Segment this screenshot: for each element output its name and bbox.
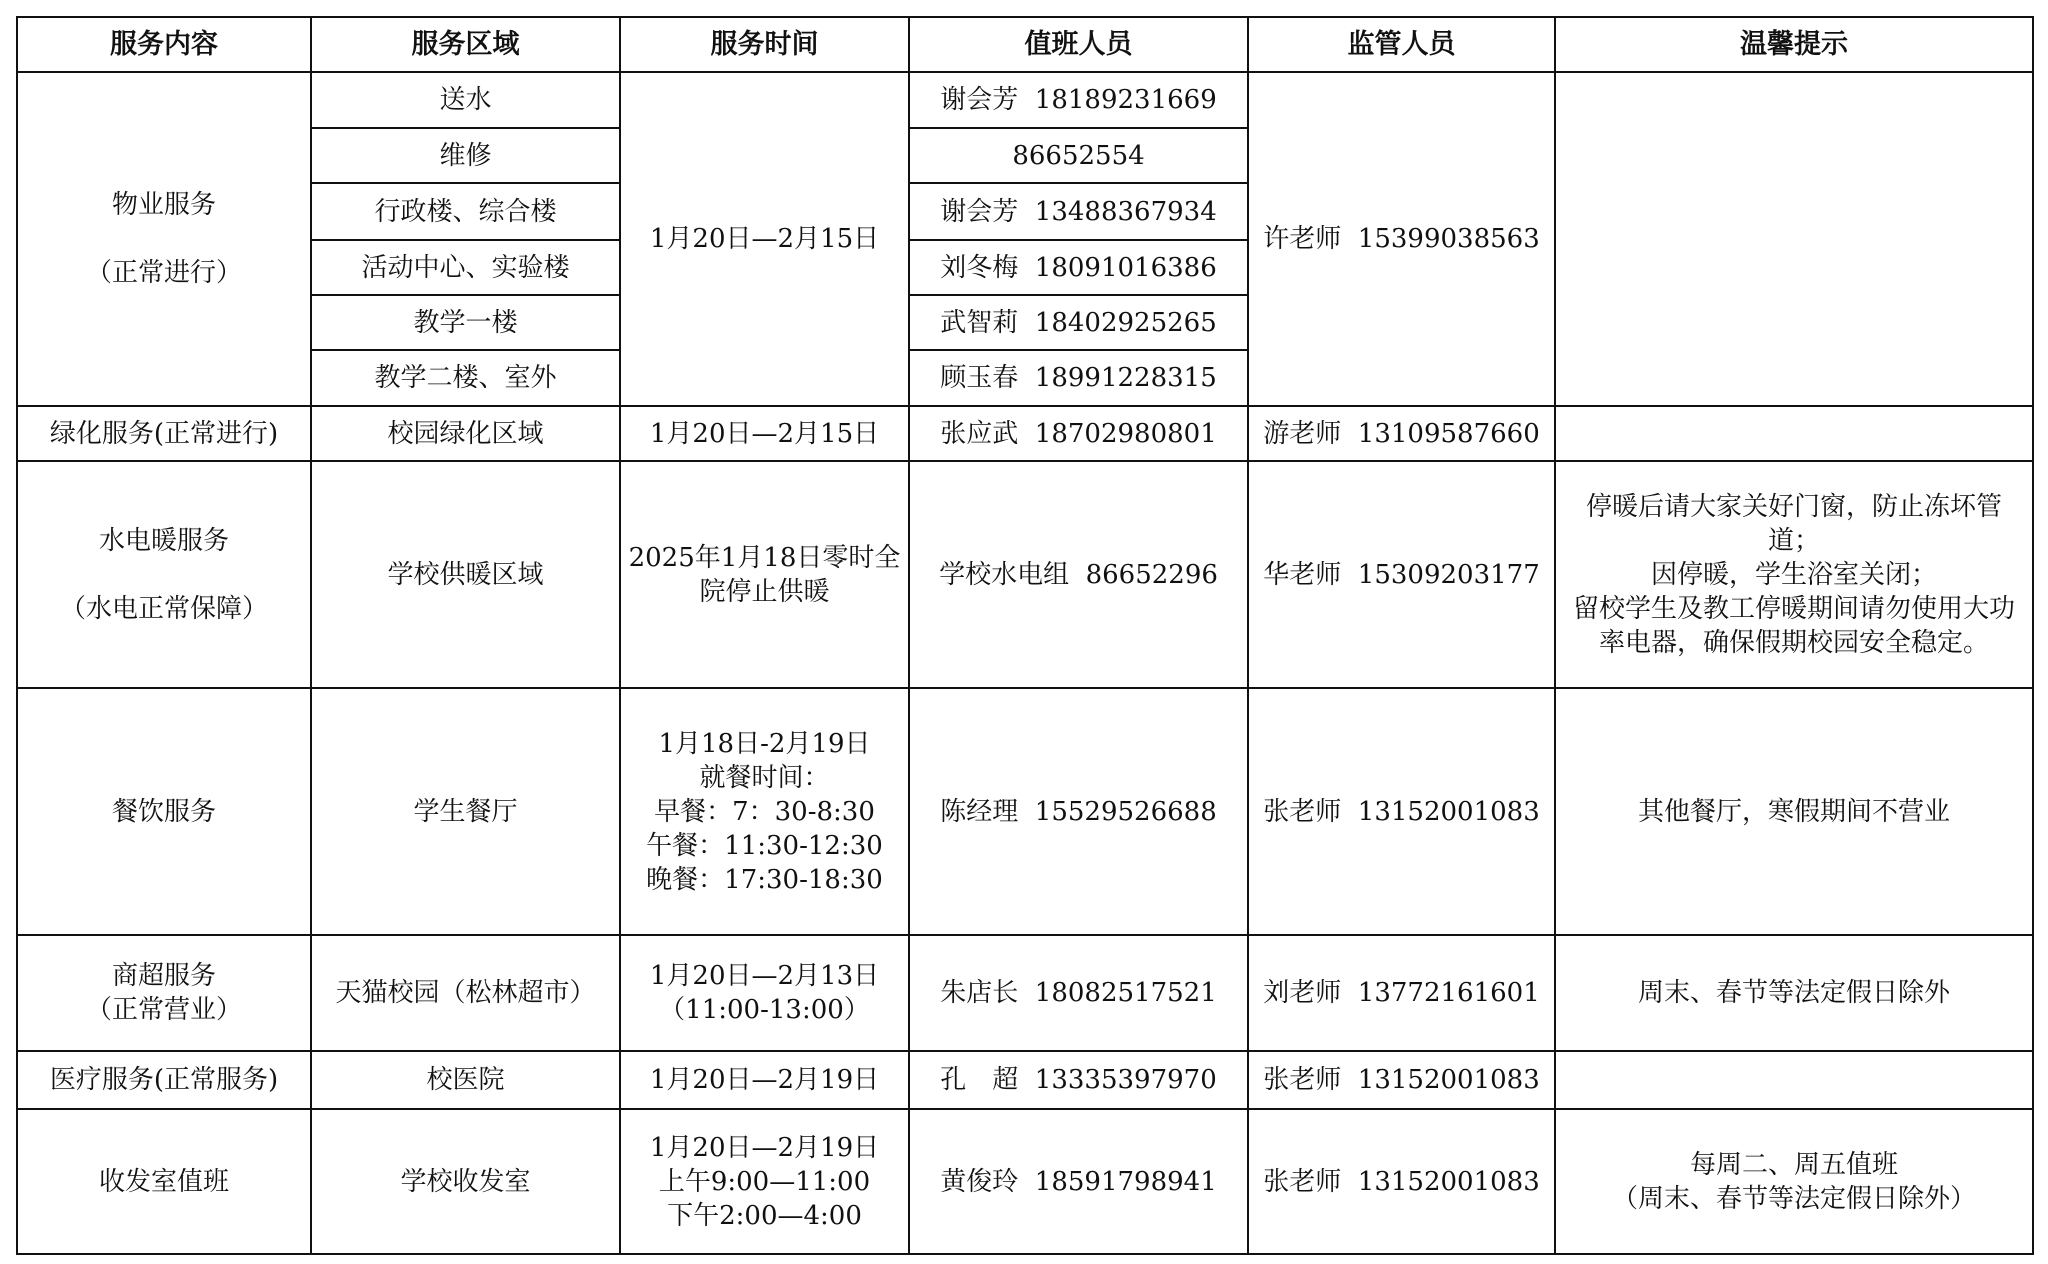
- utilities-time: 2025年1月18日零时全院停止供暖: [620, 461, 909, 688]
- supermarket-time-line: （11:00-13:00）: [659, 995, 870, 1025]
- header-row: [17, 17, 2033, 72]
- greening-time: 1月20日—2月15日: [620, 406, 909, 461]
- supermarket-staff: 朱店长 18082517521: [909, 935, 1248, 1051]
- property-time-cell: 1月20日—2月15日: [620, 72, 909, 406]
- dining-supervisor: 张老师 13152001083: [1248, 688, 1555, 935]
- utilities-staff: 学校水电组 86652296: [909, 461, 1248, 688]
- supermarket-row: [17, 935, 2033, 1051]
- greening-staff: 张应武 18702980801: [909, 406, 1248, 461]
- property-staff-activity: 刘冬梅 18091016386: [909, 240, 1248, 295]
- property-supervisor-cell: 许老师 15399038563: [1248, 72, 1555, 406]
- header-hint: 温馨提示: [1555, 17, 2033, 72]
- property-content-status: （正常进行）: [85, 258, 242, 288]
- utilities-hint-line: 因停暖，学生浴室关闭；: [1650, 559, 1937, 590]
- dining-area: 学生餐厅: [311, 688, 620, 935]
- property-staff-repair: 86652554: [909, 128, 1248, 183]
- utilities-hint-line: 留校学生及教工停暖期间请勿使用大功率电器，确保假期校园安全稳定。: [1572, 593, 2015, 658]
- mailroom-hint-line: 每周二、周五值班: [1689, 1149, 1898, 1180]
- header-area: 服务区域: [311, 17, 620, 72]
- mailroom-time-line: 上午9:00—11:00: [658, 1166, 871, 1197]
- dining-time-line: 午餐：11:30-12:30: [646, 830, 883, 861]
- dining-row: [17, 688, 2033, 935]
- dining-time-cell: [620, 688, 909, 935]
- greening-supervisor: 游老师 13109587660: [1248, 406, 1555, 461]
- utilities-hint-cell: [1555, 461, 2033, 688]
- property-staff-admin: 谢会芳 13488367934: [909, 183, 1248, 240]
- property-content-title: 物业服务: [111, 190, 216, 220]
- header-time: 服务时间: [620, 17, 909, 72]
- utilities-content-status: （水电正常保障）: [59, 593, 268, 624]
- supermarket-hint: 周末、春节等法定假日除外: [1555, 935, 2033, 1051]
- supermarket-time-cell: [620, 935, 909, 1051]
- property-area-teaching-2: 教学二楼、室外: [311, 350, 620, 406]
- supermarket-content-cell: [17, 935, 311, 1051]
- utilities-row: [17, 461, 2033, 688]
- medical-hint: [1555, 1051, 2033, 1109]
- property-area-admin: 行政楼、综合楼: [311, 183, 620, 240]
- header-staff: 值班人员: [909, 17, 1248, 72]
- dining-time-line: 晚餐：17:30-18:30: [646, 864, 883, 895]
- greening-content: 绿化服务(正常进行): [17, 406, 311, 461]
- medical-content: 医疗服务(正常服务): [17, 1051, 311, 1109]
- utilities-content-title: 水电暖服务: [98, 525, 229, 556]
- supermarket-content-title: 商超服务: [111, 961, 216, 991]
- supermarket-supervisor: 刘老师 13772161601: [1248, 935, 1555, 1051]
- utilities-content-cell: [17, 461, 311, 688]
- greening-hint: [1555, 406, 2033, 461]
- mailroom-area: 学校收发室: [311, 1109, 620, 1254]
- mailroom-hint-line: （周末、春节等法定假日除外）: [1611, 1183, 1976, 1214]
- property-area-repair: 维修: [311, 128, 620, 183]
- medical-time: 1月20日—2月19日: [620, 1051, 909, 1109]
- property-row: [17, 72, 2033, 128]
- mailroom-staff: 黄俊玲 18591798941: [909, 1109, 1248, 1254]
- mailroom-time-line: 下午2:00—4:00: [667, 1200, 862, 1231]
- greening-row: [17, 406, 2033, 461]
- property-area-water: 送水: [311, 72, 620, 128]
- mailroom-content: 收发室值班: [17, 1109, 311, 1254]
- medical-row: [17, 1051, 2033, 1109]
- property-staff-teaching-1: 武智莉 18402925265: [909, 295, 1248, 350]
- header-content: 服务内容: [17, 17, 311, 72]
- mailroom-hint-cell: [1555, 1109, 2033, 1254]
- dining-time-line: 早餐：7：30-8:30: [654, 796, 875, 827]
- medical-supervisor: 张老师 13152001083: [1248, 1051, 1555, 1109]
- dining-staff: 陈经理 15529526688: [909, 688, 1248, 935]
- mailroom-row: [17, 1109, 2033, 1254]
- property-staff-water: 谢会芳 18189231669: [909, 72, 1248, 128]
- greening-area: 校园绿化区域: [311, 406, 620, 461]
- mailroom-time-cell: [620, 1109, 909, 1254]
- property-hint-cell: [1555, 72, 2033, 406]
- dining-content: 餐饮服务: [17, 688, 311, 935]
- property-staff-teaching-2: 顾玉春 18991228315: [909, 350, 1248, 406]
- property-area-teaching-1: 教学一楼: [311, 295, 620, 350]
- supermarket-time-line: 1月20日—2月13日: [649, 961, 880, 991]
- medical-staff: 孔 超 13335397970: [909, 1051, 1248, 1109]
- utilities-supervisor: 华老师 15309203177: [1248, 461, 1555, 688]
- service-schedule-table: [16, 16, 2034, 1255]
- dining-hint: 其他餐厅，寒假期间不营业: [1555, 688, 2033, 935]
- mailroom-supervisor: 张老师 13152001083: [1248, 1109, 1555, 1254]
- dining-time-line: 1月18日-2月19日: [658, 728, 871, 759]
- supermarket-content-status: （正常营业）: [85, 995, 242, 1025]
- medical-area: 校医院: [311, 1051, 620, 1109]
- dining-time-line: 就餐时间：: [699, 762, 830, 793]
- property-area-activity: 活动中心、实验楼: [311, 240, 620, 295]
- utilities-area: 学校供暖区域: [311, 461, 620, 688]
- utilities-hint-line: 停暖后请大家关好门窗，防止冻坏管道；: [1585, 491, 2002, 556]
- supermarket-area: 天猫校园（松林超市）: [311, 935, 620, 1051]
- header-supervisor: 监管人员: [1248, 17, 1555, 72]
- property-content-cell: [17, 72, 311, 406]
- mailroom-time-line: 1月20日—2月19日: [649, 1132, 880, 1163]
